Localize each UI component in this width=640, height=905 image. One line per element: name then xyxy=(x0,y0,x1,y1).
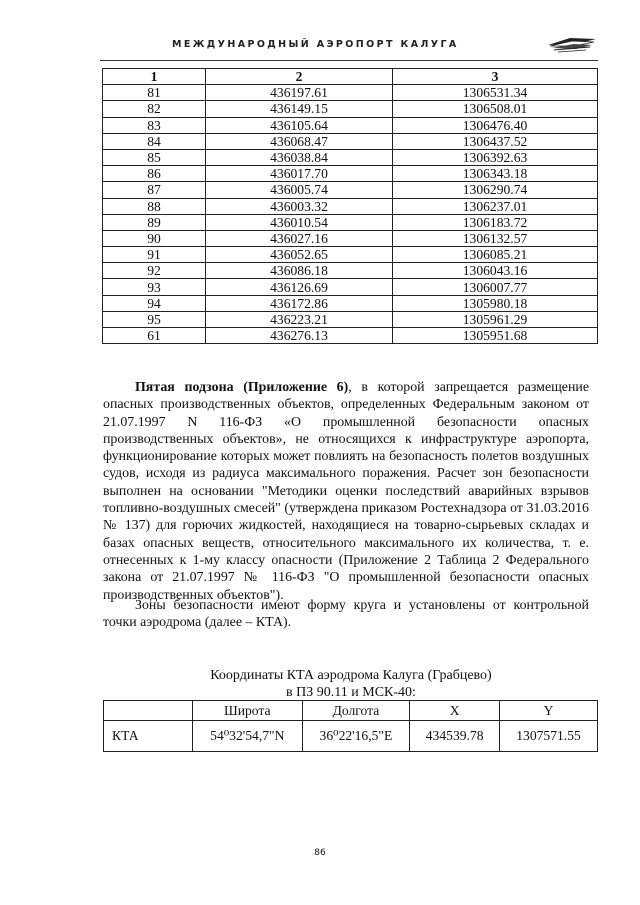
table-row xyxy=(103,263,598,279)
table-row xyxy=(103,198,598,214)
x-coordinate-cell: 436105.64 xyxy=(206,117,393,133)
y-coordinate-cell: 1306290.74 xyxy=(393,182,598,198)
kta-label-cell: КТА xyxy=(104,721,193,752)
table-row xyxy=(103,328,598,344)
kta-coordinates-table xyxy=(103,700,598,752)
zone5-title: Пятая подзона (Приложение 6) xyxy=(135,380,349,395)
y-coordinate-cell: 1306476.40 xyxy=(393,117,598,133)
point-number-cell: 90 xyxy=(103,230,206,246)
table-row xyxy=(103,166,598,182)
y-coordinate-cell: 1306531.34 xyxy=(393,85,598,101)
point-number-cell: 94 xyxy=(103,295,206,311)
table-row xyxy=(103,101,598,117)
x-coordinate-cell: 436197.61 xyxy=(206,85,393,101)
kta-header-row xyxy=(104,701,598,721)
y-coordinate-cell: 1306237.01 xyxy=(393,198,598,214)
table-row xyxy=(103,295,598,311)
table-row xyxy=(103,279,598,295)
kta-x-cell: 434539.78 xyxy=(410,721,500,752)
x-coordinate-cell: 436017.70 xyxy=(206,166,393,182)
point-number-cell: 95 xyxy=(103,311,206,327)
x-coordinate-cell: 436149.15 xyxy=(206,101,393,117)
point-number-cell: 82 xyxy=(103,101,206,117)
table-row xyxy=(103,230,598,246)
point-number-cell: 86 xyxy=(103,166,206,182)
x-coordinate-cell: 436068.47 xyxy=(206,133,393,149)
paragraph-zone5 xyxy=(103,379,589,604)
point-number-cell: 61 xyxy=(103,328,206,344)
table-row xyxy=(103,247,598,263)
header-cell: 2 xyxy=(206,69,393,85)
kta-y-cell: 1307571.55 xyxy=(500,721,598,752)
point-number-cell: 88 xyxy=(103,198,206,214)
kta-caption-line1: Координаты КТА аэродрома Калуга (Грабцево) xyxy=(210,668,492,683)
table-row xyxy=(103,85,598,101)
point-number-cell: 93 xyxy=(103,279,206,295)
zone5-text: , в которой запрещается размещение опасных производственных объектов, определенных Федеральным законом от 21.07.1997 N 116-ФЗ «О промышленной безопасности опасных производственных объектов», не относящихся к инфраструктуре аэропорта, функционирование которых может повлиять на безопасность полетов воздушных судов, исходя из радиуса максимального поражения. Расчет зон безопасности выполнен на основании "Методики оценки последствий аварийных взрывов топливно-воздушных смесей" (утверждена приказом Ростехнадзора от 31.03.2016 № 137) для горючих жидкостей, находящиеся на товарно-сырьевых складах и базах опасных веществ, относительного максимального их количества, т. е. отнесенных к 1-му классу опасности (Приложение 2 Таблица 2 Федерального закона от 21.07.1997 № 116-ФЗ "О промышленной безопасности опасных производственных объектов"). xyxy=(103,380,590,603)
y-coordinate-cell: 1305980.18 xyxy=(393,295,598,311)
kta-header-cell: Долгота xyxy=(302,701,410,721)
table-row xyxy=(103,117,598,133)
x-coordinate-cell: 436276.13 xyxy=(206,328,393,344)
table-header-row xyxy=(103,69,598,85)
x-coordinate-cell: 436223.21 xyxy=(206,311,393,327)
point-number-cell: 87 xyxy=(103,182,206,198)
table-row xyxy=(103,182,598,198)
point-number-cell: 92 xyxy=(103,263,206,279)
x-coordinate-cell: 436005.74 xyxy=(206,182,393,198)
x-coordinate-cell: 436126.69 xyxy=(206,279,393,295)
x-coordinate-cell: 436172.86 xyxy=(206,295,393,311)
y-coordinate-cell: 1306183.72 xyxy=(393,214,598,230)
x-coordinate-cell: 436003.32 xyxy=(206,198,393,214)
point-number-cell: 91 xyxy=(103,247,206,263)
x-coordinate-cell: 436038.84 xyxy=(206,149,393,165)
kta-header-cell xyxy=(104,701,193,721)
kta-caption-line2: в ПЗ 90.11 и МСК-40: xyxy=(286,685,416,700)
x-coordinate-cell: 436086.18 xyxy=(206,263,393,279)
y-coordinate-cell: 1306132.57 xyxy=(393,230,598,246)
coordinates-table-body xyxy=(103,85,598,344)
y-coordinate-cell: 1306043.16 xyxy=(393,263,598,279)
coordinates-table xyxy=(102,68,598,344)
x-coordinate-cell: 436027.16 xyxy=(206,230,393,246)
table-row xyxy=(103,133,598,149)
y-coordinate-cell: 1306343.18 xyxy=(393,166,598,182)
y-coordinate-cell: 1306085.21 xyxy=(393,247,598,263)
y-coordinate-cell: 1306437.52 xyxy=(393,133,598,149)
y-coordinate-cell: 1306508.01 xyxy=(393,101,598,117)
header-cell: 1 xyxy=(103,69,206,85)
point-number-cell: 83 xyxy=(103,117,206,133)
table-row xyxy=(103,311,598,327)
kta-header-cell: Y xyxy=(500,701,598,721)
page-header xyxy=(100,32,598,61)
paragraph-kta-intro: Зоны безопасности имеют форму круга и установлены от контрольной точки аэродрома (далее – КТА). xyxy=(103,598,589,631)
kta-longitude-cell: 36⁰22'16,5"E xyxy=(302,721,410,752)
point-number-cell: 84 xyxy=(103,133,206,149)
point-number-cell: 81 xyxy=(103,85,206,101)
point-number-cell: 89 xyxy=(103,214,206,230)
y-coordinate-cell: 1306007.77 xyxy=(393,279,598,295)
page-number: 86 xyxy=(314,848,326,858)
point-number-cell: 85 xyxy=(103,149,206,165)
header-cell: 3 xyxy=(393,69,598,85)
y-coordinate-cell: 1305961.29 xyxy=(393,311,598,327)
y-coordinate-cell: 1305951.68 xyxy=(393,328,598,344)
kta-data-row xyxy=(104,721,598,752)
x-coordinate-cell: 436052.65 xyxy=(206,247,393,263)
x-coordinate-cell: 436010.54 xyxy=(206,214,393,230)
table-row xyxy=(103,149,598,165)
kta-header-cell: X xyxy=(410,701,500,721)
airport-wings-logo-icon xyxy=(546,34,600,56)
table-row xyxy=(103,214,598,230)
y-coordinate-cell: 1306392.63 xyxy=(393,149,598,165)
header-title: МЕЖДУНАРОДНЫЙ АЭРОПОРТ КАЛУГА xyxy=(172,39,459,50)
kta-latitude-cell: 54⁰32'54,7"N xyxy=(193,721,303,752)
kta-header-cell: Широта xyxy=(193,701,303,721)
